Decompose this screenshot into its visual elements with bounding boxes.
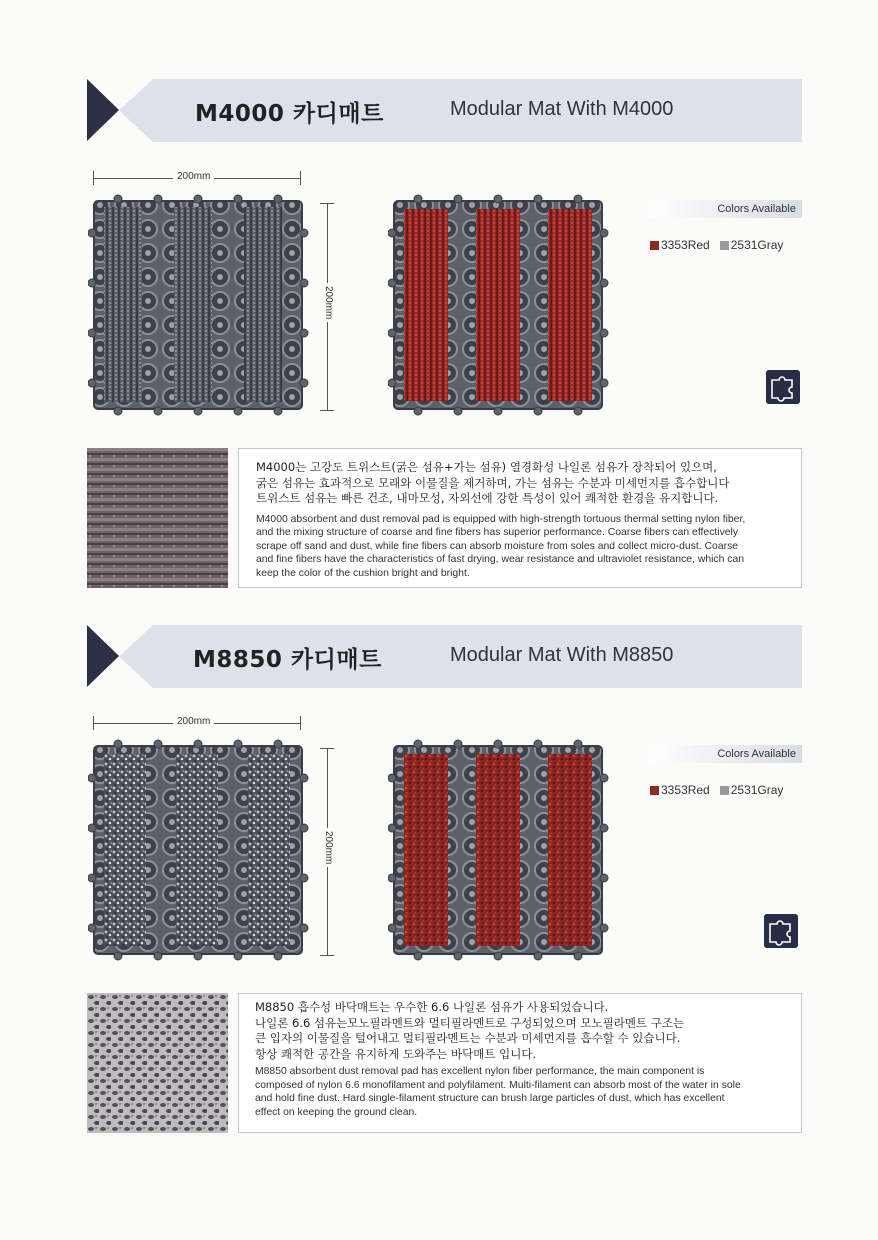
desc-ko-line: 나일론 6.6 섬유는모노필라멘트와 멀티필라멘트로 구성되었으며 모노필라멘트 구조는 [255,1015,685,1030]
puzzle-icon [764,914,798,948]
swatch-gray [720,241,729,250]
dimension-tick [300,171,301,185]
desc-en-line: and hold fine dust. Hard single-filament structure can brush large particles of dust, which has excellent [255,1093,725,1105]
color-swatches [650,238,783,252]
swatch-gray [720,786,729,795]
section-banner [87,79,802,142]
swatch-red-label: 3353Red [661,783,710,797]
dimension-width-label: 200mm [173,171,214,182]
desc-en-line: and fine fibers have the characteristics of fast drying, wear resistance and ultraviolet resistance, which can [256,554,745,566]
desc-en-line: scrape off sand and dust, while fine fibers can absorb moisture from soles and collect micro-dust. Coarse [256,540,739,552]
dimension-tick [320,410,334,411]
colors-available-label: Colors Available [648,200,802,218]
desc-en-line: effect on keeping the ground clean. [255,1106,418,1118]
banner-arrow [87,79,119,141]
desc-ko-line: M8850 흡수성 바닥매트는 우수한 6.6 나일론 섬유가 사용되었습니다. [255,1000,609,1014]
desc-ko-line: 큰 입자의 이물질을 털어내고 멀티필라멘트는 수분과 미세먼지를 흡수할 수 있습니다. [255,1031,681,1045]
description-ko [255,1000,801,1062]
desc-ko-line: M4000는 고강도 트위스트(굵은 섬유+가는 섬유) 열경화성 나일론 섬유가 장착되어 있으며, [256,460,717,474]
section-title-ko: M4000 카디매트 [195,101,384,127]
dimension-height-label: 200mm [323,283,334,322]
banner-arrow [87,625,119,687]
fiber-closeup-image [87,993,228,1133]
dimension-tick [320,203,334,204]
mat-tile-gray [88,193,310,418]
desc-en-line: M4000 absorbent and dust removal pad is equipped with high-strength tortuous thermal setting nylon fiber, [256,513,746,525]
description-box [238,993,802,1133]
dimension-tick [320,748,334,749]
section-title-ko: M8850 카디매트 [193,647,382,673]
description-en [255,1065,801,1119]
desc-ko-line: 트위스트 섬유는 빠른 건조, 내마모성, 자외선에 강한 특성이 있어 쾌적한 환경을 유지합니다. [256,491,719,505]
description-ko [256,460,801,507]
description-en [256,513,801,581]
swatch-red [650,786,659,795]
dimension-tick [93,171,94,185]
dimension-tick [93,716,94,730]
swatch-gray-label: 2531Gray [730,238,784,252]
desc-en-line: and the mixing structure of coarse and fine fibers has superior performance. Coarse fibers can effectively [256,527,739,539]
desc-en-line: composed of nylon 6.6 monofilament and polyfilament. Multi-filament can absorb most of the water in sole [255,1079,741,1091]
swatch-gray-label: 2531Gray [730,783,784,797]
fiber-closeup-image [87,448,228,588]
puzzle-icon [766,370,800,404]
section-title-en: Modular Mat With M8850 [450,644,674,666]
desc-ko-line: 항상 쾌적한 공간을 유지하게 도와주는 바닥매트 입니다. [255,1046,537,1061]
section-banner [87,625,802,688]
colors-available-label: Colors Available [648,745,802,763]
desc-en-line: M8850 absorbent dust removal pad has excellent nylon fiber performance, the main component is [255,1066,705,1077]
color-swatches [650,783,783,797]
mat-tile-gray [88,738,310,963]
mat-tile-red [388,193,610,418]
description-box [238,448,802,588]
dimension-width-label: 200mm [173,716,214,727]
mat-tile-red [388,738,610,963]
desc-ko-line: 굵은 섬유는 효과적으로 모래와 이물질을 제거하며, 가는 섬유는 수분과 미세먼지를 흡수합니다 [256,475,730,490]
swatch-red-label: 3353Red [661,238,710,252]
dimension-height-label: 200mm [323,828,334,867]
dimension-tick [320,955,334,956]
desc-en-line: keep the color of the cushion bright and bright. [256,567,470,579]
swatch-red [650,241,659,250]
section-title-en: Modular Mat With M4000 [450,98,674,120]
dimension-tick [300,716,301,730]
